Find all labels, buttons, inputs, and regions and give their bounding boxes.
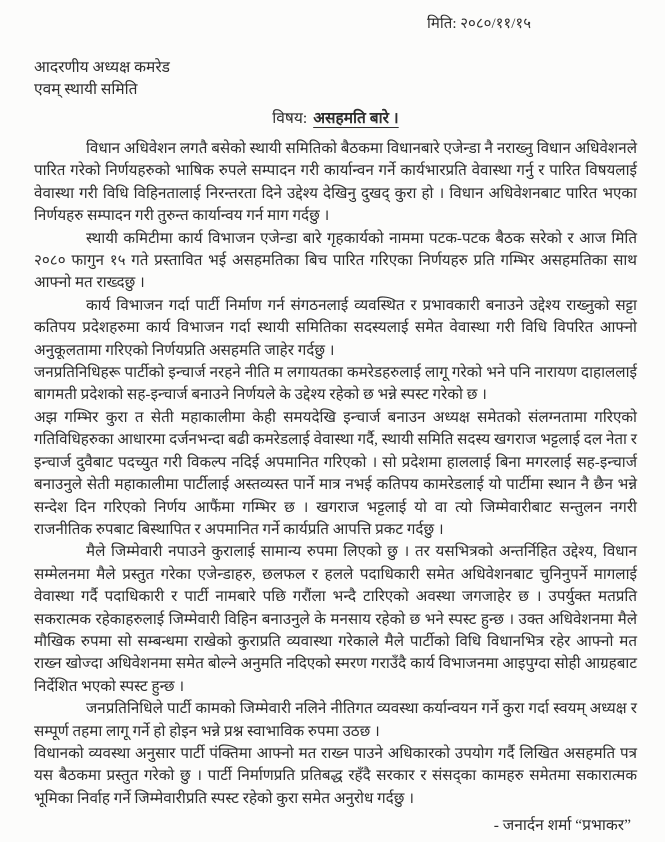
letter-paragraph: विधान अधिवेशन लगतै बसेको स्थायी समितिको बैठकमा विधानबारे एजेन्डा नै नराख्नु विधान अधिवेशनले पारित गरेको निर्णयहरुको भाषिक रुपले सम्पादन गरी कार्यान्वन गर्ने कार्यभारप्रति वेवास्था गर्नु र पारित विषयलाई वेवास्था गरी विधि विहिनतालाई निरन्तरता दिने उद्देश्य देखिनु दुखद् कुरा हो । विधान अधिवेशनबाट पारित भएका निर्णयहरु सम्पादन गरी तुरुन्त कार्यान्वय गर्न माग गर्दछु । (34, 140, 637, 225)
letter-paragraph: जनप्रतिनिधिहरू पार्टीको इन्चार्ज नरहने नीति म लगायतका कमरेडहरुलाई लागू गरेको भने पनि नारायण दाहाललाई बागमती प्रदेशको सह-इन्चार्ज बनाउने निर्णयले के उद्देश्य रहेको छ भन्ने स्पस्ट गरेको छ । (34, 364, 637, 404)
letter-paragraph: जनप्रतिनिधिले पार्टी कामको जिम्मेवारी नलिने नीतिगत व्यवस्था कर्यान्वयन गर्ने कुरा गर्दा स्वयम् अध्यक्ष र सम्पूर्ण तहमा लागू गर्ने हो होइन भन्ने प्रश्न स्वाभाविक रुपमा उठछ । (34, 700, 637, 740)
subject-line (34, 108, 637, 130)
salutation (34, 57, 637, 101)
salutation-line-1: आदरणीय अध्यक्ष कमरेड (34, 59, 170, 76)
date-line: मिति: २०८०/११/१५ (427, 16, 531, 32)
signature: - जनार्दन शर्मा “प्रभाकर” (493, 817, 631, 835)
letter-paragraph: अझ गम्भिर कुरा त सेती महाकालीमा केही समयदेखि इन्चार्ज बनाउन अध्यक्ष समेतको संलग्नतामा गरिएको गतिविधिहरुका आधारमा दर्जनभन्दा बढी कमरेडलाई वेवास्था गर्दै, स्थायी समिति सदस्य खगराज भट्टलाई दल नेता र इन्चार्ज दुवैबाट पदच्युत गरी विकल्प नदिई अपमानित गरिएको । सो प्रदेशमा हाललाई बिना मगरलाई सह-इन्चार्ज बनाउनुले सेती महाकालीमा पार्टीलाई अस्तव्यस्त पार्ने मात्र नभई कतिपय कामरेडलाई यो पार्टीमा स्थान नै छैन भन्ने सन्देश दिन गरिएको निर्णय आफैंमा गम्भिर छ । खगराज भट्टलाई यो वा त्यो जिम्मेवारीबाट सन्तुलन नगरी राजनीतिक रुपबाट बिस्थापित र अपमानित गर्ने कार्यप्रति आपत्ति प्रकट गर्दछु । (34, 408, 637, 538)
subject-label: विषय: (272, 110, 308, 127)
letter-paragraph: कार्य विभाजन गर्दा पार्टी निर्माण गर्न संगठनलाई व्यवस्थित र प्रभावकारी बनाउने उद्देश्य राख्नुको सट्टा कतिपय प्रदेशहरुमा कार्य विभाजन गर्दा स्थायी समितिका सदस्यलाई समेत वेवास्था गरी विधि विपरित आफ्नो अनुकूलतामा गरिएको निर्णयप्रति असहमति जाहेर गर्दछु । (34, 296, 637, 359)
letter-body (34, 138, 637, 810)
letter-paragraph: स्थायी कमिटीमा कार्य विभाजन एजेन्डा बारे गृहकार्यको नाममा पटक-पटक बैठक सरेको र आज मिति २०८० फागुन १५ गते प्रस्तावित भई असहमतिका बिच पारित गरिएका निर्णयहरु प्रति गम्भिर असहमतिका साथ आफ्नो मत राख्दछु । (34, 229, 637, 292)
salutation-line-2: एवम् स्थायी समिति (34, 81, 138, 98)
subject-text: असहमति बारे । (313, 110, 399, 127)
letter-paragraph: विधानको व्यवस्था अनुसार पार्टी पंक्तिमा आफ्नो मत राख्न पाउने अधिकारको उपयोग गर्दै लिखित असहमति पत्र यस बैठकमा प्रस्तुत गरेको छु । पार्टी निर्माणप्रति प्रतिबद्ध रहँदै सरकार र संसद्का कामहरु समेतमा सकारात्मक भूमिका निर्वाह गर्ने जिम्मेवारीप्रति स्पस्ट रहेको कुरा समेत अनुरोध गर्दछु । (34, 744, 637, 807)
letter-paragraph: मैले जिम्मेवारी नपाउने कुरालाई सामान्य रुपमा लिएको छु । तर यसभित्रको अन्तर्निहित उद्देश्य, विधान सम्मेलनमा मैले प्रस्तुत गरेका एजेन्डाहरु, छलफल र हलले पदाधिकारी समेत अधिवेशनबाट चुनिनुपर्ने मागलाई वेवास्था गर्दै पदाधिकारी र पार्टी नामबारे पछि गरौंला भन्दै टारिएको अवस्था जगजाहेर छ । उपर्युक्त मतप्रति सकरात्मक रहेकाहरुलाई जिम्मेवारी विहिन बनाउनुले के मनसाय रहेको छ भने स्पस्ट हुन्छ । उक्त अधिवेशनमा मैले मौखिक रुपमा सो सम्बन्धमा राखेको कुराप्रति व्यवास्था गरेकाले मैले पार्टीको विधि विधानभित्र रहेर आफ्नो मत राख्न खोज्दा अधिवेशनमा समेत बोल्ने अनुमति नदिएको स्मरण गराउँदै कार्य विभाजनमा आइपुग्दा सोही आग्रहबाट निर्देशित भएको स्पस्ट हुन्छ । (34, 543, 637, 695)
